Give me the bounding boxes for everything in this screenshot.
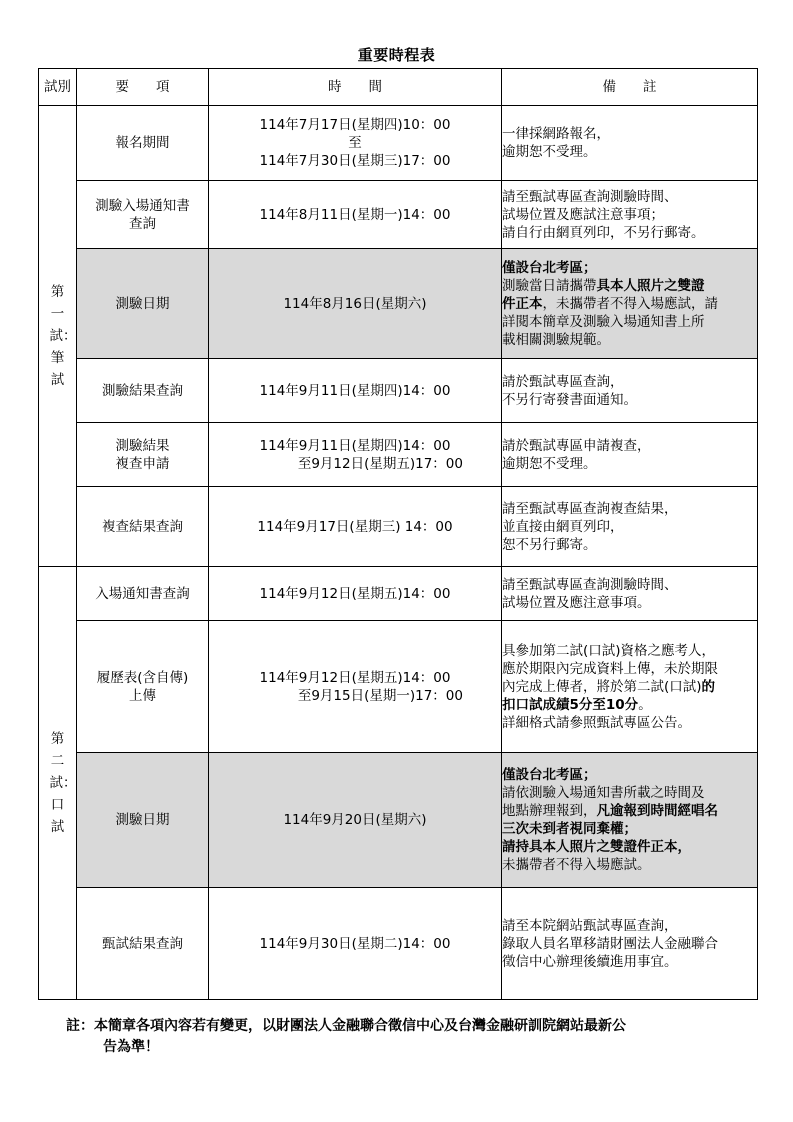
- item-text: 查詢: [129, 215, 156, 232]
- note-plain-text: 地點辦理報到，: [502, 803, 597, 819]
- note-text: 試場位置及應注意事項。: [502, 594, 651, 611]
- note-cell: [502, 423, 758, 487]
- note-text: 請於甄試專區申請複查，: [502, 437, 651, 454]
- note-text: [502, 838, 757, 856]
- note-bold-text: 扣口試成績5分至10分: [502, 696, 639, 713]
- note-text: 請依測驗入場通知書所載之時間及: [502, 785, 705, 801]
- table-row: [39, 487, 758, 567]
- note-text: [502, 820, 757, 838]
- session-cell-1: [39, 106, 77, 567]
- item-text: 測驗入場通知書: [95, 197, 190, 214]
- note-plain-text: 內完成上傳者，將於第二試(口試): [502, 678, 702, 695]
- footnote: [66, 1016, 766, 1058]
- time-text: 114年8月11日(星期一)14：00: [259, 206, 451, 223]
- time-text: 114年8月16日(星期六): [283, 295, 427, 312]
- note-cell: [502, 621, 758, 753]
- schedule-title: 重要時程表: [357, 46, 436, 64]
- time-text: 至9月12日(星期五)17：00: [297, 455, 463, 472]
- item-text: 上傳: [129, 687, 156, 704]
- item-cell: [77, 106, 209, 181]
- time-cell: [209, 567, 502, 621]
- table-row: [39, 181, 758, 249]
- note-text: 未攜帶者不得入場應試。: [502, 857, 651, 873]
- table-row: [39, 249, 758, 359]
- header-item: 要 項: [77, 69, 209, 106]
- item-text: 測驗結果: [115, 437, 170, 454]
- note-text: 請至甄試專區查詢複查結果，: [502, 500, 678, 517]
- item-cell: [77, 359, 209, 423]
- time-cell: [209, 423, 502, 487]
- note-text: 具參加第二試(口試)資格之應考人，: [502, 642, 716, 659]
- note-text: [502, 802, 757, 820]
- table-row: [39, 621, 758, 753]
- note-bold-text: 件正本: [502, 295, 543, 312]
- time-text: 114年9月17日(星期三) 14：00: [257, 518, 453, 535]
- table-row: [39, 567, 758, 621]
- time-text: 114年9月11日(星期四)14：00: [259, 382, 451, 399]
- time-text: 至9月15日(星期一)17：00: [297, 687, 463, 704]
- note-text: 請自行由網頁列印，不另行郵寄。: [502, 224, 705, 241]
- item-cell: [77, 181, 209, 249]
- note-text: 徵信中心辦理後續進用事宜。: [502, 953, 678, 970]
- time-cell: [209, 359, 502, 423]
- footnote-line-2: 告為準！: [103, 1039, 159, 1055]
- note-cell: [502, 487, 758, 567]
- item-text: 複查申請: [115, 455, 170, 472]
- header-session: 試別: [39, 69, 77, 106]
- note-text: 詳細格式請參照甄試專區公告。: [502, 714, 691, 731]
- time-cell: [209, 181, 502, 249]
- note-text: 並直接由網頁列印，: [502, 518, 624, 535]
- note-plain-text: 測驗當日請攜帶: [502, 277, 597, 294]
- item-cell: [77, 487, 209, 567]
- note-text: 一律採網路報名，: [502, 126, 610, 142]
- item-cell: [77, 753, 209, 888]
- note-text: [502, 259, 757, 277]
- item-cell: [77, 249, 209, 359]
- note-cell: [502, 359, 758, 423]
- session-label: 第一試：筆試: [49, 284, 77, 388]
- note-bold-text: 三次未到者視同棄權；: [502, 821, 637, 837]
- time-cell: [209, 621, 502, 753]
- note-text: [502, 295, 757, 313]
- table-row: [39, 753, 758, 888]
- note-bold-text: 凡逾報到時間經唱名: [596, 803, 718, 819]
- note-cell: [502, 888, 758, 1000]
- note-text: 請於甄試專區查詢，: [502, 373, 624, 390]
- header-note: 備 註: [502, 69, 758, 106]
- note-bold-text: 僅設台北考區；: [502, 259, 597, 276]
- table-row: [39, 888, 758, 1000]
- note-cell: [502, 753, 758, 888]
- note-text: 請至本院網站甄試專區查詢，: [502, 917, 678, 934]
- note-bold-text: 請持具本人照片之雙證件正本，: [502, 839, 691, 855]
- time-text: 114年9月20日(星期六): [283, 812, 427, 828]
- time-text: 114年9月12日(星期五)14：00: [259, 585, 451, 602]
- item-text: 報名期間: [115, 135, 170, 151]
- time-text: 114年9月12日(星期五)14：00: [259, 669, 451, 686]
- note-text: 不另行寄發書面通知。: [502, 391, 637, 408]
- item-text: 測驗日期: [115, 295, 170, 312]
- time-cell: [209, 888, 502, 1000]
- table-row: [39, 423, 758, 487]
- note-bold-text: 的: [701, 678, 716, 695]
- time-text: 114年9月11日(星期四)14：00: [259, 437, 451, 454]
- note-text: 錄取人員名單移請財團法人金融聯合: [502, 935, 718, 952]
- item-text: 測驗結果查詢: [102, 382, 183, 399]
- schedule-table: [38, 68, 758, 1000]
- note-plain-text: ，未攜帶者不得入場應試，請: [542, 295, 718, 312]
- note-cell: [502, 567, 758, 621]
- table-row: [39, 106, 758, 181]
- item-cell: [77, 888, 209, 1000]
- item-cell: [77, 621, 209, 753]
- note-text: 詳閱本簡章及測驗入場通知書上所: [502, 313, 705, 330]
- note-text: [502, 696, 757, 714]
- item-text: 測驗日期: [115, 812, 170, 828]
- item-text: 甄試結果查詢: [102, 935, 183, 952]
- note-text: 逾期恕不受理。: [502, 144, 597, 160]
- item-text: 履歷表(含自傳): [96, 669, 189, 686]
- note-bold-text: 具本人照片之雙證: [596, 277, 705, 294]
- item-cell: [77, 423, 209, 487]
- time-cell: [209, 249, 502, 359]
- note-text: 載相關測驗規範。: [502, 331, 610, 348]
- table-row: [39, 359, 758, 423]
- time-cell: [209, 753, 502, 888]
- time-text: 至: [348, 135, 362, 151]
- note-text: [502, 277, 757, 295]
- header-time: 時 間: [209, 69, 502, 106]
- item-text: 複查結果查詢: [102, 518, 183, 535]
- note-cell: [502, 106, 758, 181]
- time-text: 114年9月30日(星期二)14：00: [259, 935, 451, 952]
- note-cell: [502, 181, 758, 249]
- note-text: [502, 678, 757, 696]
- time-cell: [209, 487, 502, 567]
- note-bold-text: 僅設台北考區；: [502, 767, 597, 783]
- item-text: 入場通知書查詢: [95, 585, 190, 602]
- footnote-line-1: 註：本簡章各項內容若有變更，以財團法人金融聯合徵信中心及台灣金融研訓院網站最新公: [66, 1018, 626, 1034]
- table-header-row: [39, 69, 758, 106]
- note-text: 逾期恕不受理。: [502, 455, 597, 472]
- note-cell: [502, 249, 758, 359]
- session-cell-2: [39, 567, 77, 1000]
- note-text: [502, 766, 757, 784]
- note-text: 恕不另行郵寄。: [502, 536, 597, 553]
- note-plain-text: 。: [638, 696, 652, 713]
- note-text: 應於期限內完成資料上傳，未於期限: [502, 660, 718, 677]
- note-text: 請至甄試專區查詢測驗時間、: [502, 576, 678, 593]
- note-text: 請至甄試專區查詢測驗時間、: [502, 188, 678, 205]
- time-cell: [209, 106, 502, 181]
- time-text: 114年7月17日(星期四)10：00: [259, 117, 451, 133]
- note-text: 試場位置及應試注意事項；: [502, 206, 664, 223]
- time-text: 114年7月30日(星期三)17：00: [259, 153, 451, 169]
- session-label: 第二試：口試: [49, 731, 77, 835]
- item-cell: [77, 567, 209, 621]
